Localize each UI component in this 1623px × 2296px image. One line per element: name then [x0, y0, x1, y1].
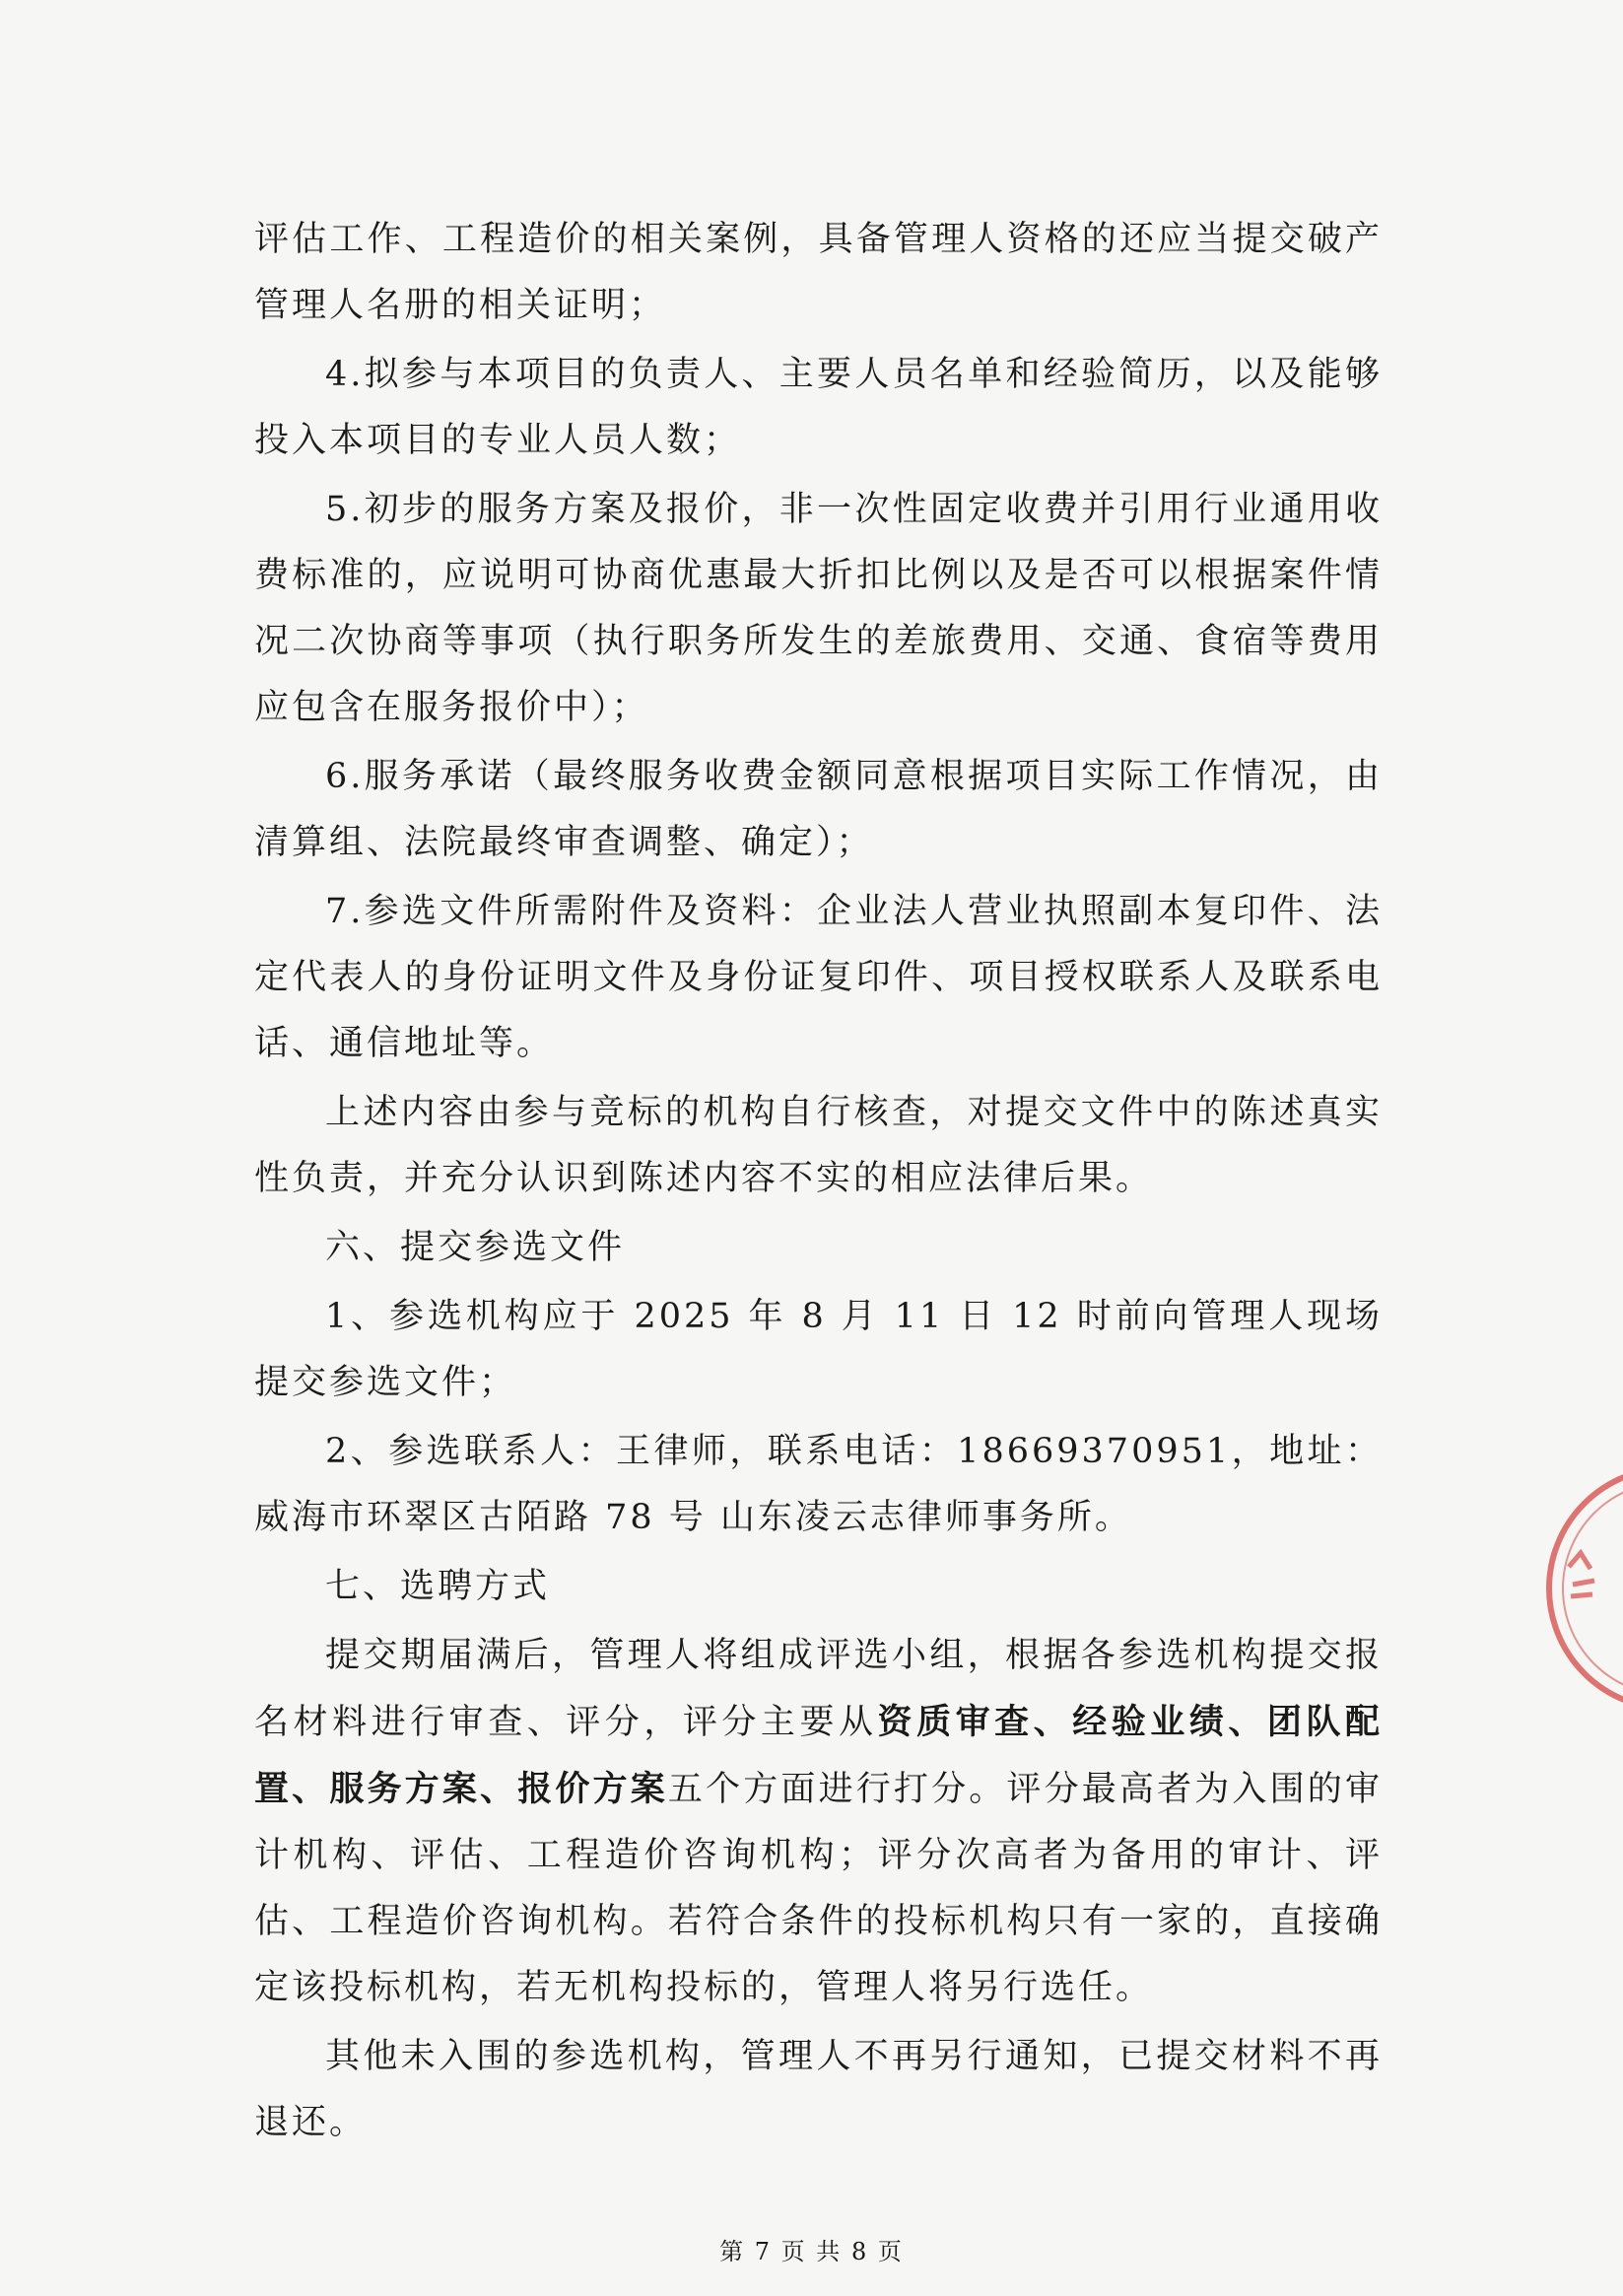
paragraph-selection-method — [254, 1623, 1383, 2021]
seal-mark — [1569, 1553, 1594, 1596]
criterion-service-plan: 服务方案 — [329, 1769, 481, 1809]
criterion-separator: 、 — [292, 1769, 330, 1809]
paragraph-verification: 上述内容由参与竞标的机构自行核查，对提交文件中的陈述真实性负责，并充分认识到陈述内容不实的相应法律后果。 — [254, 1093, 1383, 1198]
seal-ring — [1549, 1468, 1623, 1709]
criterion-team: 团队配置 — [254, 1702, 1383, 1809]
paragraph-contact: 2、参选联系人：王律师，联系电话：18669370951，地址：威海市环翠区古陌路 78 号 山东凌云志律师事务所。 — [254, 1432, 1383, 1537]
selection-text-1: 提交期届满后，管理人将组成评选小组，根据各参选机构提交报名材料进行审查、评分，评分主要从 — [254, 1636, 1383, 1742]
criterion-separator: 、 — [480, 1769, 518, 1809]
criterion-separator: 、 — [1228, 1702, 1267, 1742]
selection-text-2: 五个方面进行打分。评分最高者为入围的审计机构、评估、工程造价咨询机构；评分次高者为备用的审计、评估、工程造价咨询机构。若符合条件的投标机构只有一家的，直接确定该投标机构，若无机构投标的，管理人将另行选任。 — [254, 1770, 1383, 2007]
criterion-experience: 经验业绩 — [1072, 1702, 1229, 1742]
criterion-qualification: 资质审查 — [877, 1702, 1034, 1742]
section-heading-7: 七、选聘方式 — [325, 1567, 551, 1606]
paragraph-item-4: 4.拟参与本项目的负责人、主要人员名单和经验简历，以及能够投入本项目的专业人员人数； — [254, 355, 1383, 460]
paragraph-item-7: 7.参选文件所需附件及资料：企业法人营业执照副本复印件、法定代表人的身份证明文件及身份证复印件、项目授权联系人及联系电话、通信地址等。 — [254, 892, 1383, 1063]
paragraph-not-selected: 其他未入围的参选机构，管理人不再另行通知，已提交材料不再退还。 — [254, 2037, 1383, 2142]
paragraph-item-6: 6.服务承诺（最终服务收费金额同意根据项目实际工作情况，由清算组、法院最终审查调整、确定）； — [254, 757, 1383, 862]
document-body — [254, 207, 1383, 2159]
paragraph-continued: 评估工作、工程造价的相关案例，具备管理人资格的还应当提交破产管理人名册的相关证明； — [254, 220, 1383, 325]
criterion-quote-plan: 报价方案 — [517, 1769, 668, 1809]
page-footer: 第 7 页 共 8 页 — [719, 2238, 904, 2265]
criterion-separator: 、 — [1033, 1702, 1073, 1742]
paragraph-submit-deadline: 1、参选机构应于 2025 年 8 月 11 日 12 时前向管理人现场提交参选文件； — [254, 1297, 1383, 1402]
section-heading-6: 六、提交参选文件 — [325, 1228, 626, 1267]
official-seal-stamp — [1522, 1458, 1623, 1720]
paragraph-item-5: 5.初步的服务方案及报价，非一次性固定收费并引用行业通用收费标准的，应说明可协商优惠最大折扣比例以及是否可以根据案件情况二次协商等事项（执行职务所发生的差旅费用、交通、食宿等费用应包含在服务报价中）； — [254, 490, 1383, 727]
